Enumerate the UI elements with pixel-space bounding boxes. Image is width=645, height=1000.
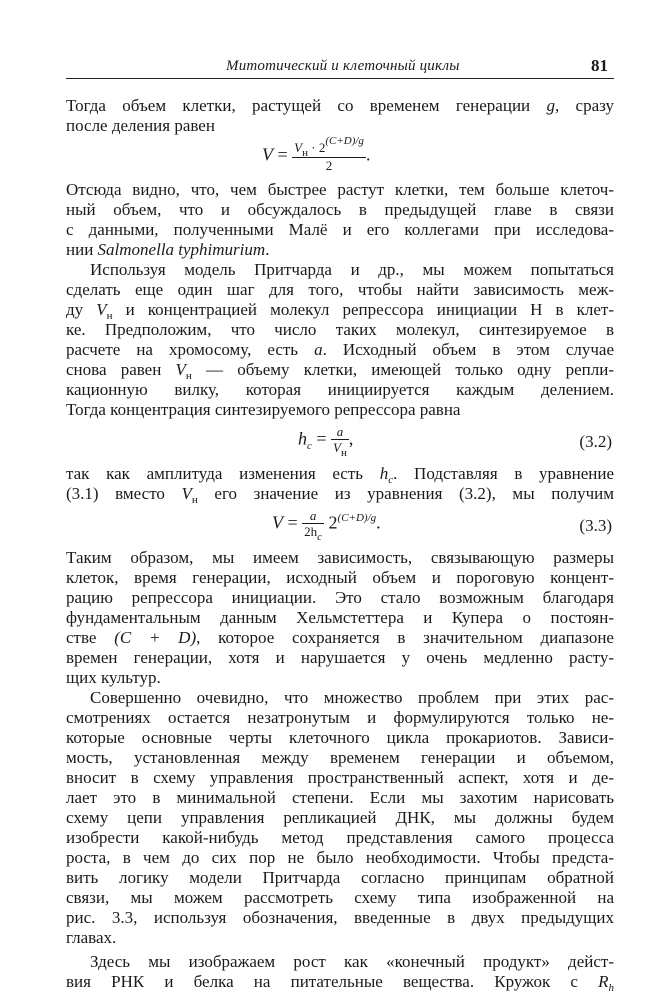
text-line: схему цепи управления репликацией ДНК, мы должны будем	[66, 808, 614, 827]
text-line: Таким образом, мы имеем зависимость, связывающую размеры	[66, 548, 614, 567]
text-line: вносит в схему управления пространственный аспект, хотя и де-	[66, 768, 614, 787]
text-line: Совершенно очевидно, что множество проблем при этих рас-	[90, 688, 614, 707]
text-line: вия РНК и белка на питательные вещества. Кружок с $R_h$	[66, 972, 614, 992]
running-header	[66, 56, 614, 79]
text-line: нии Salmonella typhimurium.	[66, 240, 270, 259]
text-line: роста, в чем до сих пор не было необходимости. Чтобы предста-	[66, 848, 614, 867]
text-line: лает это в минимальной степени. Если мы захотим нарисовать	[66, 788, 614, 807]
text-line: главах.	[66, 928, 117, 947]
text-line: времен генерации, хотя и нарушается у очень медленно расту-	[66, 648, 614, 667]
text-line: которые основные черты клеточного цикла прокариотов. Зависи-	[66, 728, 614, 747]
text-line: с данными, полученными Малё и его коллегами при исследова-	[66, 220, 614, 239]
text-line: Отсюда видно, что, чем быстрее растут клетки, тем больше клеточ-	[66, 180, 614, 199]
equation-number: (3.2)	[579, 432, 612, 451]
equation-3-3: V = $\frac{a}{2h_c}$ $2^{(C+D)/g}$. (3.3)	[272, 508, 612, 543]
text-line: ный объем, что и обсуждалось в предыдущей главе в связи	[66, 200, 614, 219]
text-line: снова равен $V_н$ — объему клетки, имеющей только одну репли-	[66, 360, 614, 380]
text-line: после деления равен	[66, 116, 215, 135]
text-line: фундаментальным данным Хельмстеттера и Купера о постоян-	[66, 608, 614, 627]
page-number: 81	[591, 56, 608, 75]
text-line: связи, мы можем рассмотреть схему типа изображенной на	[66, 888, 614, 907]
text-line: стве (C + D), которое сохраняется в значительном диапазоне	[66, 628, 614, 647]
equation-volume: V = $\frac{V_н \cdot 2^{(C+D)/g}}{2}$ .	[262, 135, 371, 173]
text-line: рис. 3.3, используя обозначения, введенные в двух предыдущих	[66, 908, 614, 927]
text-line: (3.1) вместо $V_н$ его значение из уравнения (3.2), мы получим	[66, 484, 614, 504]
text-line: вить логику модели Притчарда согласно принципам обратной	[66, 868, 614, 887]
text-line: мость, установленная между временем генерации и объемом,	[66, 748, 614, 767]
equation-number: (3.3)	[579, 516, 612, 535]
text-line: Здесь мы изображаем рост как «конечный продукт» дейст-	[90, 952, 614, 971]
text-line: Используя модель Притчарда и др., мы можем попытаться	[90, 260, 614, 279]
text-line: смотрениях остается незатронутым и формулируются только не-	[66, 708, 614, 727]
page-body	[66, 96, 614, 992]
text-line: ке. Предположим, что число таких молекул, синтезируемое в	[66, 320, 614, 339]
text-line: ду $V_н$ и концентрацией молекул репрессора инициации H в клет-	[66, 300, 614, 320]
text-line: клеток, время генерации, исходный объем и пороговую концент-	[66, 568, 614, 587]
text-line: рацию репрессора инициации. Это стало возможным благодаря	[66, 588, 614, 607]
text-line: Тогда концентрация синтезируемого репрессора равна	[66, 400, 461, 419]
text-line: щих культур.	[66, 668, 161, 687]
text-line: Тогда объем клетки, растущей со временем генерации g, сразу	[66, 96, 614, 115]
equation-3-2: $h_c$ = $\frac{a}{V_н}$ , (3.2)	[298, 424, 612, 459]
text-line: изобрести какой-нибудь метод представления самого процесса	[66, 828, 614, 847]
text-line: кационную вилку, которая инициируется каждым делением.	[66, 380, 614, 399]
text-line: так как амплитуда изменения есть $h_c$. Подставляя в уравнение	[66, 464, 614, 484]
running-title: Митотический и клеточный циклы	[226, 58, 460, 74]
text-line: сделать еще один шаг для того, чтобы найти зависимость меж-	[66, 280, 614, 299]
text-line: расчете на хромосому, есть a. Исходный объем в этом случае	[66, 340, 614, 359]
